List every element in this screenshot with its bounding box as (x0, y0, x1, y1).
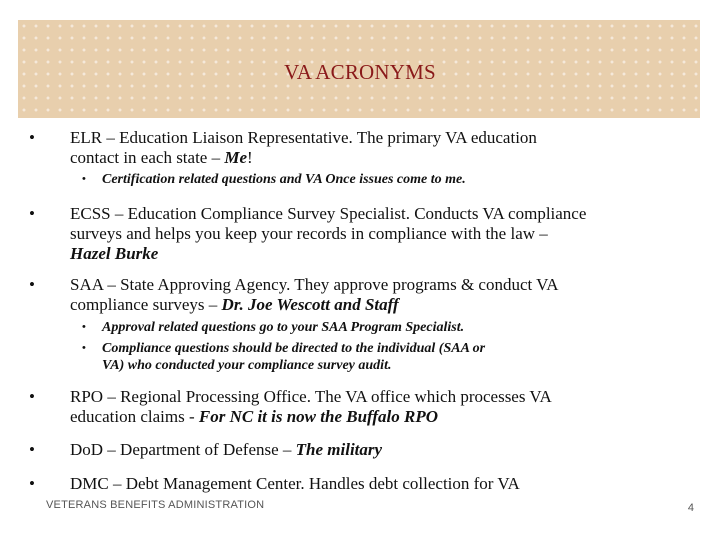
saa-note-3: VA) who conducted your compliance survey audit. (102, 358, 392, 373)
ecss-line2: surveys and helps you keep your records in compliance with the law – (70, 224, 548, 243)
elr-line1: ELR – Education Liaison Representative. The primary VA education (70, 128, 537, 147)
rpo-line1: RPO – Regional Processing Office. The VA office which processes VA (70, 387, 552, 406)
elr-line2: contact in each state – Me! (70, 148, 253, 167)
bullet: • (29, 474, 35, 493)
sub-bullet: • (82, 342, 86, 354)
saa-note-2: Compliance questions should be directed to the individual (SAA or (102, 341, 486, 356)
ecss-name: Hazel Burke (70, 244, 159, 263)
bullet: • (29, 128, 35, 147)
bullet: • (29, 204, 35, 223)
ecss-line1: ECSS – Education Compliance Survey Specialist. Conducts VA compliance (70, 204, 587, 223)
page-number: 4 (687, 502, 694, 514)
bullet: • (29, 275, 35, 294)
bullet: • (29, 387, 35, 406)
slide-title: VA ACRONYMS (284, 60, 436, 84)
rpo-line2: education claims - For NC it is now the Buffalo RPO (70, 407, 439, 426)
bullet: • (29, 440, 35, 459)
dmc-line: DMC – Debt Management Center. Handles debt collection for VA (70, 474, 520, 493)
saa-note-1: Approval related questions go to your SAA Program Specialist. (102, 320, 465, 335)
sub-bullet: • (82, 173, 86, 185)
elr-note: Certification related questions and VA Once issues come to me. (102, 172, 466, 187)
sub-bullet: • (82, 321, 86, 333)
saa-line2: compliance surveys – Dr. Joe Wescott and Staff (70, 295, 399, 314)
dod-line: DoD – Department of Defense – The military (70, 440, 383, 459)
saa-line1: SAA – State Approving Agency. They approve programs & conduct VA (70, 275, 559, 294)
footer-text: VETERANS BENEFITS ADMINISTRATION (46, 499, 265, 511)
